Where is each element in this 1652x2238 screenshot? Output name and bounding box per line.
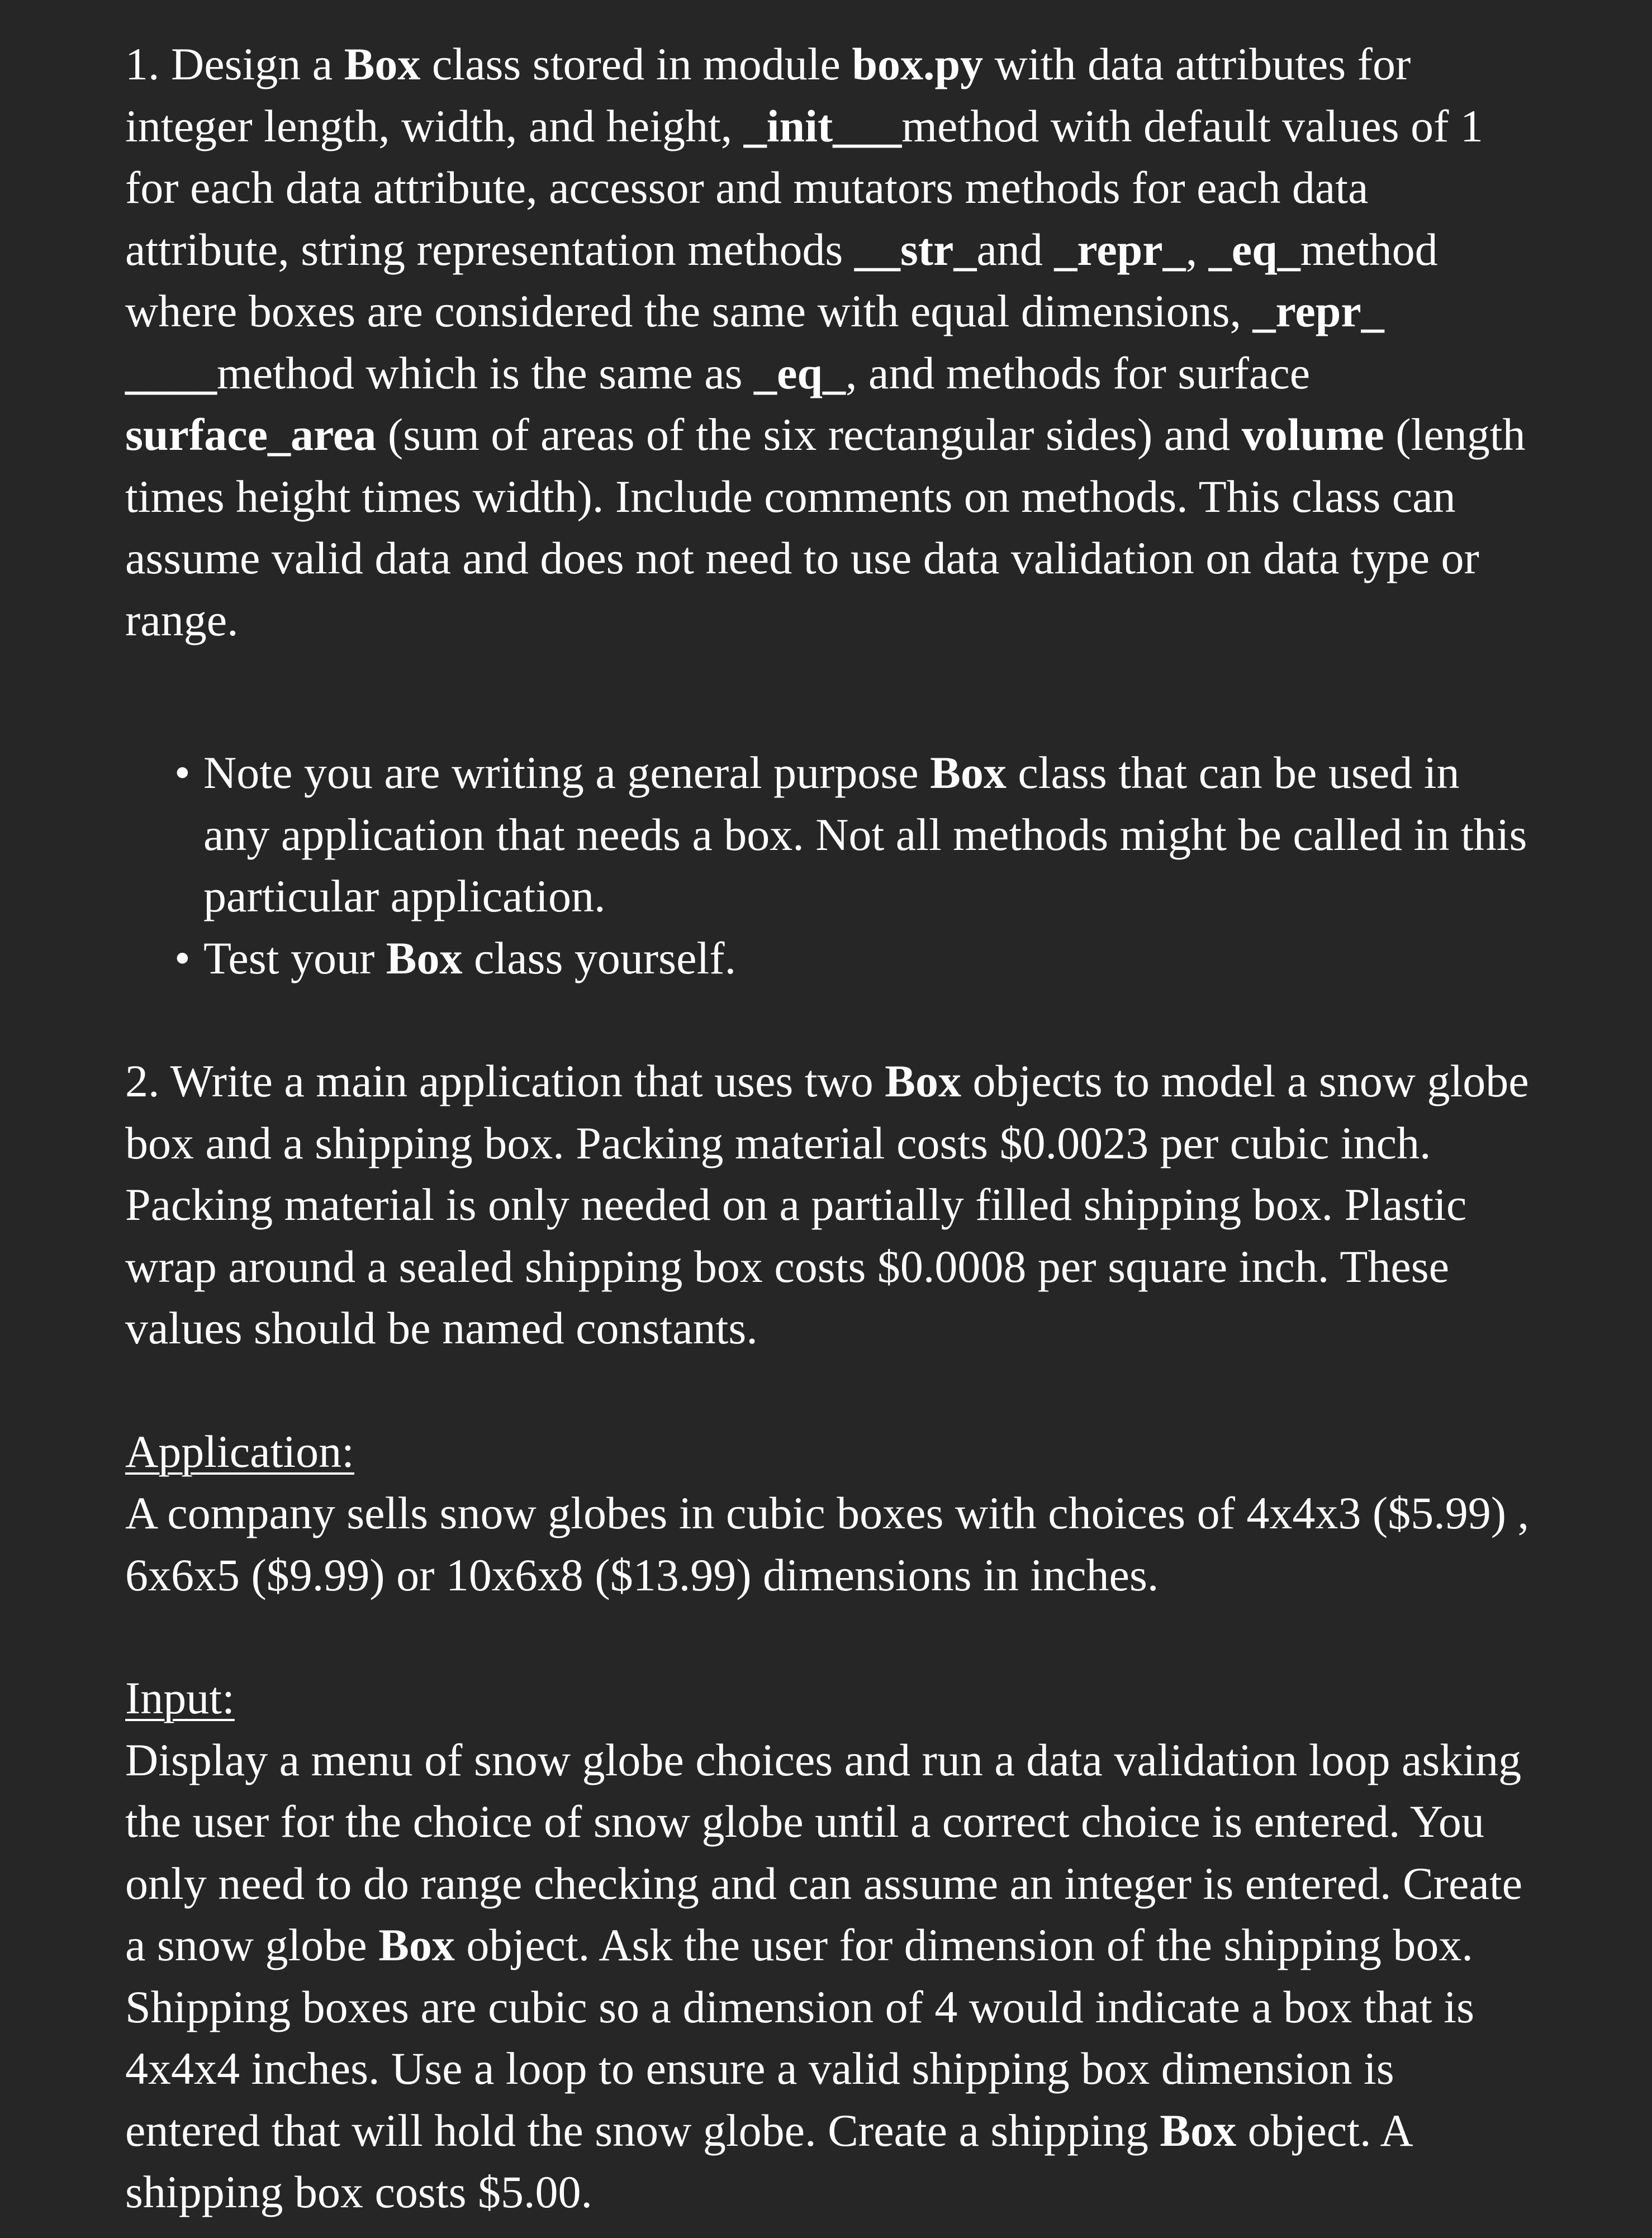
input-text: object. Ask the user for dimension of the shipping box. Shipping boxes are cubic so a dimension of 4 would indicate a box that is 4x4x4 inches. Use a loop to ensure a valid shipping box dimension is entered that will hold the snow globe. Create a shipping xyxy=(125,1919,1474,2156)
list-item xyxy=(174,928,1534,990)
input-heading: Input: xyxy=(125,1672,235,1723)
notes-list xyxy=(174,742,1534,989)
item-2-text: objects to model a snow globe box and a shipping box. Packing material costs $0.0023 per cubic inch. Packing material is only needed on a partially filled shipping box. Plastic wrap around a sealed shipping box costs $0.0008 per square inch. These values should be named constants. xyxy=(125,1056,1529,1353)
repr-method-name-2: _repr_ xyxy=(1252,286,1384,336)
application-section xyxy=(125,1421,1534,1607)
spacer xyxy=(125,1606,1534,1667)
volume-method-name: volume xyxy=(1241,409,1384,460)
input-text: object. A shipping box costs $5.00. xyxy=(125,2104,1411,2217)
init-method-name: _init___ xyxy=(743,100,902,151)
bullet-text: class that can be used in any application that needs a box. Not all methods might be called in this particular application. xyxy=(203,747,1527,921)
item-1-text: (sum of areas of the six rectangular sides) and xyxy=(376,409,1242,460)
bullet-text: Note you are writing a general purpose xyxy=(203,747,931,798)
item-1-text: , xyxy=(1185,224,1209,275)
box-class-name: Box xyxy=(1160,2104,1237,2156)
item-1-number: 1. xyxy=(125,39,160,89)
input-section xyxy=(125,1667,1534,2223)
list-item xyxy=(174,742,1534,928)
spacer xyxy=(125,989,1534,1051)
application-heading: Application: xyxy=(125,1426,354,1477)
application-text: A company sells snow globes in cubic boxes with choices of 4x4x3 ($5.99) , 6x6x5 ($9.99) or 10x6x8 ($13.99) dimensions in inches. xyxy=(125,1488,1530,1600)
item-1-text: and xyxy=(976,224,1055,275)
str-method-name: __str_ xyxy=(854,224,977,275)
module-name: box.py xyxy=(852,39,984,89)
eq-method-name-2: _eq_ xyxy=(754,347,846,398)
repr-method-name: _repr_ xyxy=(1054,224,1186,275)
spacer xyxy=(125,651,1534,742)
box-class-name: Box xyxy=(378,1919,455,1970)
bullet-icon: • xyxy=(174,747,191,798)
item-1-paragraph xyxy=(125,34,1534,651)
item-2-number: 2. xyxy=(125,1056,160,1106)
bullet-text: Test your xyxy=(203,932,386,983)
item-2-paragraph xyxy=(125,1051,1534,1360)
box-class-name: Box xyxy=(344,39,421,89)
bullet-text: class yourself. xyxy=(462,932,737,983)
item-1-text: class stored in module xyxy=(420,39,852,89)
bullet-icon: • xyxy=(174,932,191,983)
item-1-text: with data attributes for integer length, width, and height, xyxy=(125,39,1411,151)
item-1-text: method which is the same as xyxy=(217,347,754,398)
blank-underscores: ____ xyxy=(125,347,217,398)
eq-method-name: _eq_ xyxy=(1208,224,1300,275)
box-class-name: Box xyxy=(386,932,463,983)
surface-area-method-name: surface_area xyxy=(125,409,377,460)
spacer xyxy=(125,1360,1534,1421)
box-class-name: Box xyxy=(885,1056,961,1106)
item-2-text: Write a main application that uses two xyxy=(159,1056,885,1106)
item-1-text: method with default values of 1 for each data attribute, accessor and mutators methods for each data attribute, string representation methods xyxy=(125,100,1483,275)
input-text: Display a menu of snow globe choices and run a data validation loop asking the user for the choice of snow globe until a correct choice is entered. You only need to do range checking and can assume an integer is entered. Create a snow globe xyxy=(125,1734,1522,1970)
item-1-text: method where boxes are considered the same with equal dimensions, xyxy=(125,224,1438,336)
box-class-name: Box xyxy=(930,747,1007,798)
item-1-text: (length times height times width). Include comments on methods. This class can assume valid data and does not need to use data validation on data type or range. xyxy=(125,409,1526,645)
item-1-text: , and methods for surface xyxy=(846,347,1311,398)
assignment-document xyxy=(125,34,1534,2223)
item-1-text: Design a xyxy=(159,39,344,89)
